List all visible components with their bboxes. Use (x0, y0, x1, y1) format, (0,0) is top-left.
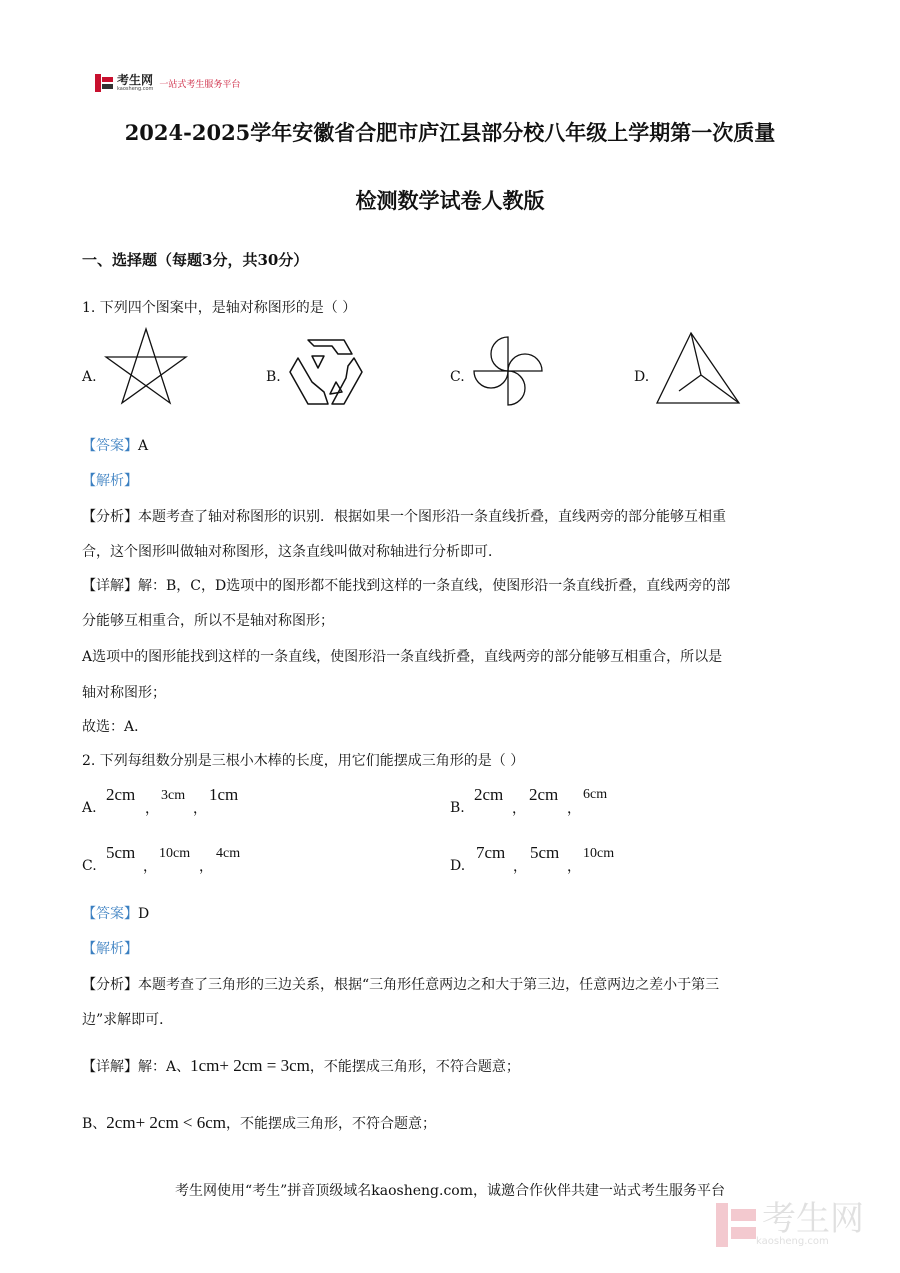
q2-option-d-sep1: ， (513, 859, 527, 875)
q2-option-b-v3: 6cm (583, 787, 608, 802)
q1-option-d-label: D. (634, 369, 650, 385)
q2-option-b-label: B. (450, 800, 465, 816)
watermark (716, 1199, 864, 1247)
q2-fenxi-line2: 边”求解即可． (82, 1012, 174, 1028)
q2-option-d-sep2: ， (567, 859, 581, 875)
q2-xiangjie-b (82, 1113, 436, 1134)
logo-name: 考生网 (117, 72, 154, 87)
q2-option-a-v3: 1cm (209, 785, 239, 804)
q1-xiangjie-line2: 分能够互相重合，所以不是轴对称图形； (82, 613, 334, 629)
q2-stem: 2. 下列每组数分别是三根小木棒的长度，用它们能摆成三角形的是（ ） (82, 753, 525, 769)
q2-answer-tag: 【答案】 (82, 906, 138, 922)
q2-xiangjie-b-prefix: B、 (82, 1116, 107, 1132)
q2-option-c-label: C. (82, 858, 97, 874)
q1-xiangjie-text1: 解：B，C，D选项中的图形都不能找到这样的一条直线，使图形沿一条直线折叠，直线两旁的部 (138, 578, 731, 594)
q1-xiangjie-line1 (82, 576, 730, 596)
q1-xiangjie-tag: 【详解】 (82, 578, 138, 594)
logo-slogan: 一站式考生服务平台 (159, 79, 241, 90)
q1-stem: 1. 下列四个图案中，是轴对称图形的是（ ） (82, 300, 357, 316)
q2-option-b-v2: 2cm (529, 785, 559, 804)
q1-option-d-triangle-figure (655, 331, 743, 407)
q2-option-a-label: A. (82, 800, 97, 816)
q2-option-b-v1: 2cm (474, 785, 504, 804)
q2-answer-value: D (138, 906, 150, 922)
q2-option-a-sep2: ， (193, 801, 207, 817)
q1-option-b-hexagon-figure (288, 338, 364, 406)
logo-text (117, 72, 154, 92)
q2-option-c-v1: 5cm (106, 843, 136, 862)
q1-fenxi-text1: 本题考查了轴对称图形的识别．根据如果一个图形沿一条直线折叠，直线两旁的部分能够互相重 (138, 509, 726, 525)
q1-option-a-star-figure (104, 327, 188, 407)
q2-option-b-sep2: ， (567, 801, 581, 817)
q2-fenxi-text1: 本题考查了三角形的三边关系，根据“三角形任意两边之和大于第三边，任意两边之差小于第三 (138, 977, 720, 993)
q1-conclusion: 故选：A． (82, 719, 149, 735)
q2-xiangjie-a-suffix: ，不能摆成三角形，不符合题意； (309, 1059, 520, 1075)
q2-xiangjie-a-prefix: 解：A、 (138, 1059, 191, 1075)
q2-xiangjie-a-math: 1cm+ 2cm = 3cm (190, 1056, 310, 1075)
q2-option-c-sep2: ， (199, 859, 213, 875)
q2-option-d-v2: 5cm (530, 843, 560, 862)
q1-fenxi-tag: 【分析】 (82, 509, 138, 525)
q1-analysis-tag: 【解析】 (82, 473, 138, 489)
q1-answer (82, 436, 148, 456)
q2-answer (82, 904, 149, 924)
q2-xiangjie-tag: 【详解】 (82, 1059, 138, 1075)
q2-fenxi-line1 (82, 975, 719, 995)
q1-answer-value: A (138, 438, 149, 454)
logo-domain: kaosheng.com (117, 85, 154, 92)
q2-xiangjie-b-math: 2cm+ 2cm < 6cm (106, 1113, 227, 1132)
watermark-name: 考生网 (762, 1199, 864, 1239)
q2-option-a-v1: 2cm (106, 785, 136, 804)
q2-option-b-sep1: ， (512, 801, 526, 817)
q2-option-d-label: D. (450, 858, 466, 874)
q2-xiangjie-a (82, 1056, 520, 1077)
q1-xiangjie-line3: A选项中的图形能找到这样的一条直线，使图形沿一条直线折叠，直线两旁的部分能够互相重合，所以是 (82, 649, 723, 665)
watermark-domain: kaosheng.com (756, 1236, 829, 1247)
q2-option-c-v3: 4cm (216, 846, 241, 861)
q2-analysis-tag: 【解析】 (82, 941, 138, 957)
q1-xiangjie-line4: 轴对称图形； (82, 685, 166, 701)
page-footer: 考生网使用“考生”拼音顶级域名kaosheng.com，诚邀合作伙伴共建一站式考生服务平台 (174, 1183, 726, 1199)
q1-answer-tag: 【答案】 (82, 438, 138, 454)
watermark-logo-icon (716, 1203, 756, 1247)
section-heading: 一、选择题（每题3分，共30分） (82, 251, 309, 269)
kaosheng-logo-icon (95, 74, 113, 92)
watermark-text (756, 1199, 864, 1247)
q2-option-d-v3: 10cm (583, 846, 615, 861)
q1-fenxi-line2: 合，这个图形叫做轴对称图形，这条直线叫做对称轴进行分析即可． (82, 544, 502, 560)
page-title-line2: 检测数学试卷人教版 (355, 188, 545, 213)
q2-option-a-v2: 3cm (161, 788, 186, 803)
q1-option-c-label: C. (450, 369, 465, 385)
q2-option-c-sep1: ， (143, 859, 157, 875)
page-title-line1: 2024-2025学年安徽省合肥市庐江县部分校八年级上学期第一次质量 (124, 120, 776, 145)
q1-option-c-pinwheel-figure (471, 335, 545, 407)
q1-option-b-label: B. (266, 369, 281, 385)
q1-option-a-label: A. (82, 369, 97, 385)
q1-fenxi-line1 (82, 507, 726, 527)
q2-fenxi-tag: 【分析】 (82, 977, 138, 993)
q2-option-d-v1: 7cm (476, 843, 506, 862)
q2-option-a-sep1: ， (145, 801, 159, 817)
q2-option-c-v2: 10cm (159, 846, 191, 861)
header-logo (95, 72, 240, 94)
q2-xiangjie-b-suffix: ，不能摆成三角形，不符合题意； (226, 1116, 437, 1132)
